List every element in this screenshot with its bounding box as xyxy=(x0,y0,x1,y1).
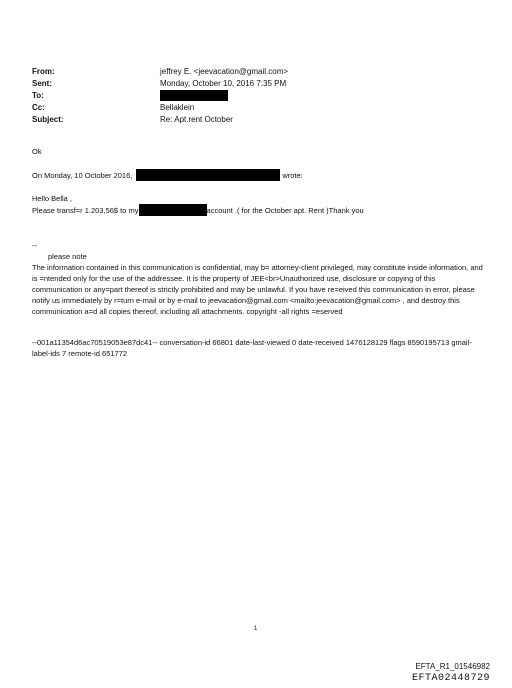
confidentiality-notice: The information contained in this communication is confidential, may b= attorney-client privileged, may constitute inside information, and is =ntended only for the use of the addressee. It is the property of JEE<br>Unauthorized use, disclosure or copying of this communication or any=part thereof is strictly prohibited and may be unlawful. If you have re=eived this communication in error, please notify us immediately by r=turn e-mail or by e-mail to jeevacation@gmail.com <mailto:jeevacation@gmail.com> , and destroy this communication a=d all copies thereof, including all attachments. copyright -all rights =eserved xyxy=(32,263,483,316)
subject-row xyxy=(32,114,288,126)
quote-prefix: On Monday, 10 October 2016, xyxy=(32,170,133,180)
from-value: jeffrey E. <jeevacation@gmail.com> xyxy=(160,67,289,76)
email-header xyxy=(32,66,288,126)
sent-label: Sent: xyxy=(32,79,52,88)
from-label: From: xyxy=(32,67,55,76)
cc-row xyxy=(32,102,288,114)
greeting: Hello Bella , xyxy=(32,194,73,203)
to-label: To: xyxy=(32,91,44,100)
reply-text: Ok xyxy=(32,147,42,156)
to-row xyxy=(32,90,288,102)
subject-value: Re: Apt.rent October xyxy=(160,115,233,124)
bates-stamp-primary: EFTA_R1_01546982 xyxy=(415,662,490,671)
note-title: please note xyxy=(48,252,87,261)
redaction-bar xyxy=(136,169,280,181)
subject-label: Subject: xyxy=(32,115,64,124)
request-line xyxy=(32,204,484,216)
from-row xyxy=(32,66,288,78)
redaction-bar xyxy=(160,90,228,101)
request-suffix: account .( for the October apt. Rent )Thank you xyxy=(206,205,364,215)
request-prefix: Please transf=r 1.203,56$ to my xyxy=(32,205,139,215)
quote-suffix: wrote: xyxy=(282,170,303,180)
quote-header xyxy=(32,169,484,181)
separator: -- xyxy=(32,241,37,250)
page-number: 1 xyxy=(254,626,258,632)
bates-stamp-secondary: EFTA02448729 xyxy=(411,673,490,684)
cc-value: Bellaklein xyxy=(160,103,195,112)
message-metadata: --001a11354d6ac70519053e87dc41-- conversation-id 66801 date-last-viewed 0 date-received 1476128129 flags 8590195713 gmail-label-ids 7 remote-id 651772 xyxy=(32,338,472,358)
redaction-bar xyxy=(139,204,207,216)
email-body xyxy=(32,146,484,359)
cc-label: Cc: xyxy=(32,103,45,112)
to-value xyxy=(160,90,228,102)
sent-value: Monday, October 10, 2016 7:35 PM xyxy=(160,79,287,88)
sent-row xyxy=(32,78,288,90)
